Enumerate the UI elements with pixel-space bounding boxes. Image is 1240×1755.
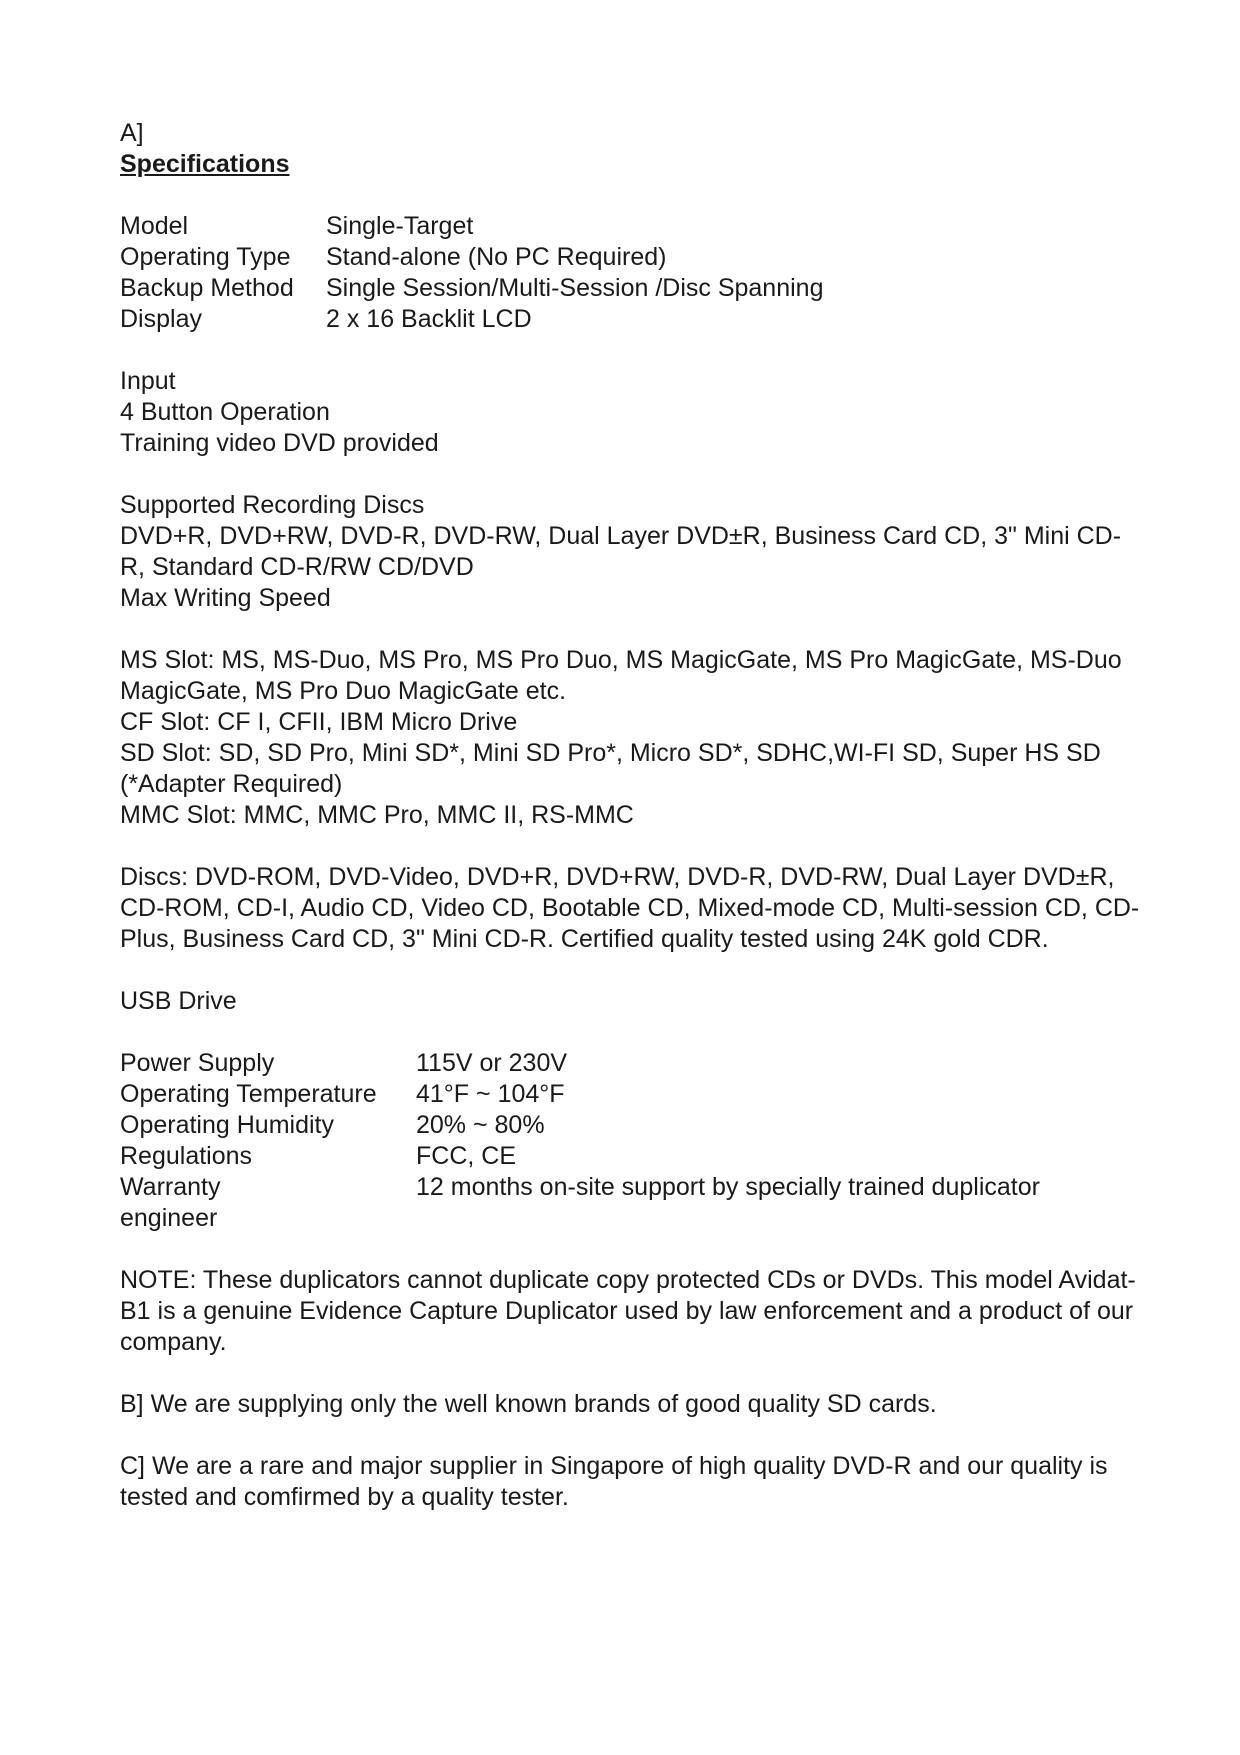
spec-key: Operating Type — [120, 243, 291, 271]
spec-value: 12 months on-site support by specially trained duplicator — [416, 1173, 1040, 1201]
spec-row-model — [120, 211, 1140, 242]
cf-slot-text: CF Slot: CF I, CFII, IBM Micro Drive — [120, 708, 518, 736]
spec-row-display — [120, 304, 1140, 335]
spec-row-backup-method — [120, 273, 1140, 304]
recording-discs-title: Supported Recording Discs — [120, 491, 425, 519]
spec-key: Backup Method — [120, 274, 294, 302]
spec-value: Single-Target — [326, 212, 474, 240]
mmc-slot-text: MMC Slot: MMC, MMC Pro, MMC II, RS-MMC — [120, 801, 634, 829]
section-a-label: A] — [120, 119, 144, 147]
spec-row-operating-temperature — [120, 1079, 1140, 1110]
section-c-text: C] We are a rare and major supplier in Singapore of high quality DVD-R and our quality is tested and comfirmed by a quality tester. — [120, 1452, 1108, 1511]
spec-row-warranty — [120, 1172, 1140, 1203]
input-line-2: Training video DVD provided — [120, 429, 439, 457]
spec-row-operating-type — [120, 242, 1140, 273]
note-text: NOTE: These duplicators cannot duplicate copy protected CDs or DVDs. This model Avidat-B1 is a genuine Evidence Capture Duplicator used by law enforcement and a product of our company. — [120, 1266, 1136, 1356]
spec-value: Single Session/Multi-Session /Disc Spanning — [326, 274, 824, 302]
specs-top-table — [120, 211, 1140, 335]
spec-value: 41°F ~ 104°F — [416, 1080, 565, 1108]
spec-key: Model — [120, 212, 189, 240]
section-b-text: B] We are supplying only the well known brands of good quality SD cards. — [120, 1390, 937, 1418]
document-page — [120, 118, 1140, 1513]
spec-row-operating-humidity — [120, 1110, 1140, 1141]
spec-key: Operating Humidity — [120, 1111, 334, 1139]
sd-slot-text: SD Slot: SD, SD Pro, Mini SD*, Mini SD Pro*, Micro SD*, SDHC,WI-FI SD, Super HS SD (*Adapter Required) — [120, 739, 1101, 798]
max-writing-speed: Max Writing Speed — [120, 584, 331, 612]
spec-key: Warranty — [120, 1173, 221, 1201]
discs-text: Discs: DVD-ROM, DVD-Video, DVD+R, DVD+RW, DVD-R, DVD-RW, Dual Layer DVD±R, CD-ROM, CD-I, Audio CD, Video CD, Bootable CD, Mixed-mode CD, Multi-session CD, CD-Plus, Business Card CD, 3" Mini CD-R. Certified quality tested using 24K gold CDR. — [120, 863, 1140, 953]
spec-key: Power Supply — [120, 1049, 275, 1077]
input-title: Input — [120, 367, 176, 395]
spec-key: Regulations — [120, 1142, 253, 1170]
ms-slot-text: MS Slot: MS, MS-Duo, MS Pro, MS Pro Duo, MS MagicGate, MS Pro MagicGate, MS-Duo MagicGate, MS Pro Duo MagicGate etc. — [120, 646, 1122, 705]
specs-bottom-table — [120, 1048, 1140, 1234]
usb-drive: USB Drive — [120, 987, 237, 1015]
spec-row-regulations — [120, 1141, 1140, 1172]
input-line-1: 4 Button Operation — [120, 398, 330, 426]
spec-value: 115V or 230V — [416, 1049, 568, 1077]
spec-value: FCC, CE — [416, 1142, 516, 1170]
spec-row-power-supply — [120, 1048, 1140, 1079]
warranty-continuation: engineer — [120, 1204, 218, 1232]
spec-key: Display — [120, 305, 202, 333]
spec-value: 2 x 16 Backlit LCD — [326, 305, 532, 333]
spec-key: Operating Temperature — [120, 1080, 377, 1108]
specifications-heading: Specifications — [120, 150, 290, 178]
recording-discs-text: DVD+R, DVD+RW, DVD-R, DVD-RW, Dual Layer DVD±R, Business Card CD, 3" Mini CD-R, Standard CD-R/RW CD/DVD — [120, 522, 1122, 581]
spec-value: Stand-alone (No PC Required) — [326, 243, 667, 271]
spec-value: 20% ~ 80% — [416, 1111, 545, 1139]
